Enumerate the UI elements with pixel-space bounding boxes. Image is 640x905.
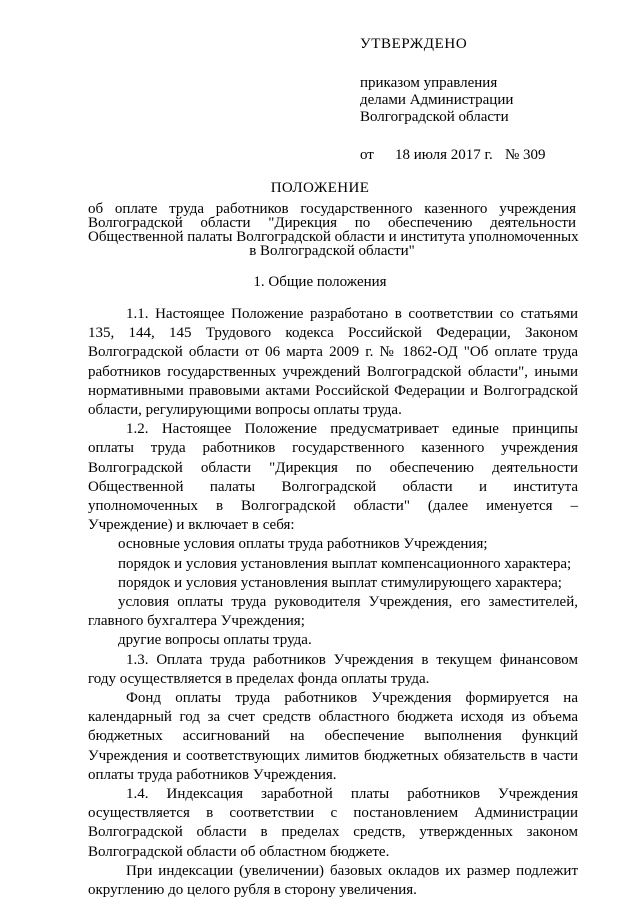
paragraph: 1.2. Настоящее Положение предусматривает единые принципы оплаты труда работников государственного казенного учреждения Волгоградской области "Дирекция по обеспечению деятельности Общественной палаты Волгоградской области и института уполномоченных в Волгоградской области" (далее именуется – Учреждение) и включает в себя: xyxy=(88,421,578,534)
list-item: условия оплаты труда руководителя Учреждения, его заместителей, главного бухгалтера Учреждения; xyxy=(88,594,578,630)
paragraph: Фонд оплаты труда работников Учреждения формируется на календарный год за счет средств областного бюджета исходя из объема бюджетных ассигнований на обеспечение выполнения функций Учреждения и соответствующих лимитов бюджетных обязательств в части оплаты труда работников Учреждения. xyxy=(88,690,578,783)
order-prefix: от xyxy=(360,147,374,163)
list-item: основные условия оплаты труда работников Учреждения; xyxy=(118,536,488,553)
paragraph: 1.1. Настоящее Положение разработано в соответствии со статьями 135, 144, 145 Трудового кодекса Российской Федерации, Законом Волгоградской области от 06 марта 2009 г. № 1862-ОД "Об оплате труда работников государственных учреждений Волгоградской области", иными нормативными правовыми актами Российской Федерации и Волгоградской области, регулирующими вопросы оплаты труда. xyxy=(88,306,578,419)
approval-heading: УТВЕРЖДЕНО xyxy=(360,36,468,52)
list-item: другие вопросы оплаты труда. xyxy=(118,632,312,649)
approval-line: приказом управления xyxy=(360,75,498,91)
paragraph: При индексации (увеличении) базовых окладов их размер подлежит округлению до целого рубля в сторону увеличения. xyxy=(88,862,578,899)
list-item: порядок и условия установления выплат стимулирующего характера; xyxy=(118,574,562,591)
approval-line: Волгоградской области xyxy=(360,109,509,125)
subtitle-line: Волгоградской области "Дирекция по обеспечению деятельности xyxy=(88,215,576,231)
section-heading: 1. Общие положения xyxy=(253,274,387,290)
subtitle-line: в Волгоградской области" xyxy=(249,243,415,259)
document-title: ПОЛОЖЕНИЕ xyxy=(270,180,370,196)
subtitle-line: об оплате труда работников государственного казенного учреждения xyxy=(88,201,576,217)
approval-block xyxy=(360,36,610,164)
order-date: 18 июля 2017 г. xyxy=(395,147,493,163)
document-body xyxy=(88,305,578,900)
paragraph: 1.4. Индексация заработной платы работников Учреждения осуществляется в соответствии с постановлением Администрации Волгоградской области в пределах средств, утвержденных законом Волгоградской области об областном бюджете. xyxy=(88,786,578,860)
approval-line: делами Администрации xyxy=(360,92,514,108)
order-line xyxy=(360,147,610,164)
document-subtitle xyxy=(88,201,579,259)
list-item: порядок и условия установления выплат компенсационного характера; xyxy=(118,555,572,572)
subtitle-line: Общественной палаты Волгоградской области и института уполномоченных xyxy=(88,229,579,245)
paragraph: 1.3. Оплата труда работников Учреждения в текущем финансовом году осуществляется в пределах фонда оплаты труда. xyxy=(88,651,578,687)
order-number: № 309 xyxy=(505,147,546,163)
